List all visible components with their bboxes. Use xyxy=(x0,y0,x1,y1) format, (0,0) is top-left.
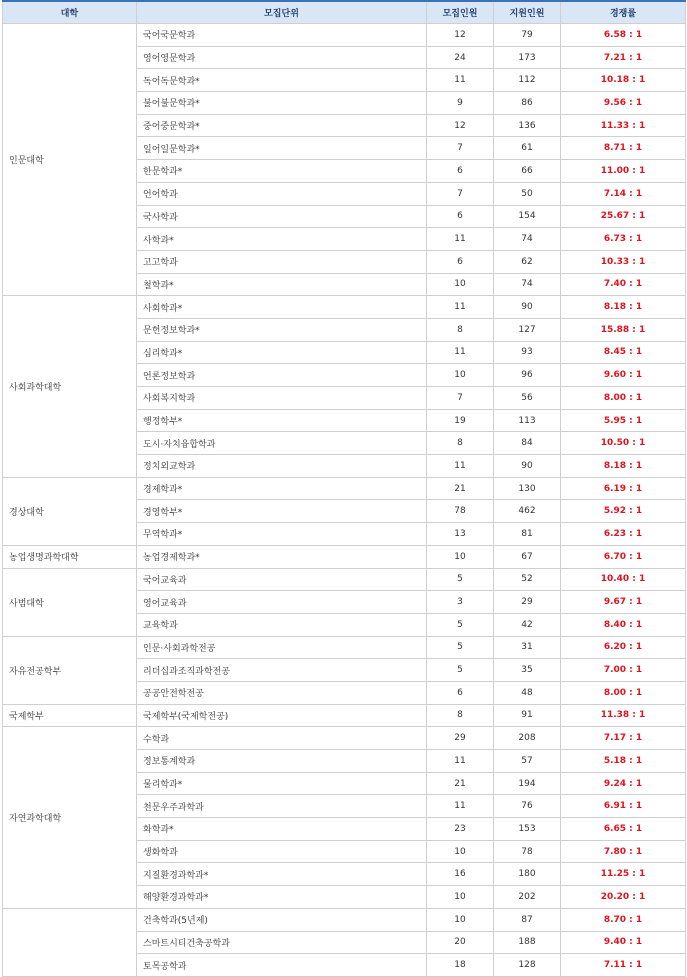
applicants-cell: 90 xyxy=(494,455,561,478)
applicants-cell: 57 xyxy=(494,750,561,773)
applicants-cell: 91 xyxy=(494,704,561,727)
rate-cell: 10.33 : 1 xyxy=(561,250,686,273)
department-cell: 일어일문학과* xyxy=(137,137,427,160)
applicants-cell: 66 xyxy=(494,160,561,183)
applicants-cell: 42 xyxy=(494,613,561,636)
applicants-cell: 62 xyxy=(494,250,561,273)
university-cell: 농업생명과학대학 xyxy=(3,545,137,568)
department-cell: 국제학부(국제학전공) xyxy=(137,704,427,727)
university-cell: 인문대학 xyxy=(3,24,137,296)
quota-cell: 11 xyxy=(427,795,494,818)
department-cell: 농업경제학과* xyxy=(137,545,427,568)
department-cell: 경영학부* xyxy=(137,500,427,523)
department-cell: 물리학과* xyxy=(137,772,427,795)
department-cell: 천문우주과학과 xyxy=(137,795,427,818)
quota-cell: 11 xyxy=(427,296,494,319)
department-cell: 독어독문학과* xyxy=(137,69,427,92)
rate-cell: 8.00 : 1 xyxy=(561,681,686,704)
rate-cell: 10.50 : 1 xyxy=(561,432,686,455)
rate-cell: 6.73 : 1 xyxy=(561,228,686,251)
department-cell: 영어교육과 xyxy=(137,591,427,614)
department-cell: 문헌정보학과* xyxy=(137,318,427,341)
department-cell: 사회학과* xyxy=(137,296,427,319)
rate-cell: 6.58 : 1 xyxy=(561,24,686,47)
applicants-cell: 462 xyxy=(494,500,561,523)
department-cell: 수학과 xyxy=(137,727,427,750)
applicants-cell: 29 xyxy=(494,591,561,614)
quota-cell: 3 xyxy=(427,591,494,614)
rate-cell: 11.00 : 1 xyxy=(561,160,686,183)
rate-cell: 8.18 : 1 xyxy=(561,296,686,319)
applicants-cell: 90 xyxy=(494,296,561,319)
quota-cell: 8 xyxy=(427,318,494,341)
rate-cell: 25.67 : 1 xyxy=(561,205,686,228)
header-quota: 모집인원 xyxy=(427,1,494,24)
rate-cell: 7.17 : 1 xyxy=(561,727,686,750)
header-rate: 경쟁률 xyxy=(561,1,686,24)
table-row xyxy=(3,704,686,727)
department-cell: 토목공학과 xyxy=(137,954,427,977)
university-cell: 자유전공학부 xyxy=(3,636,137,704)
rate-cell: 5.95 : 1 xyxy=(561,409,686,432)
rate-cell: 10.40 : 1 xyxy=(561,568,686,591)
quota-cell: 16 xyxy=(427,863,494,886)
quota-cell: 7 xyxy=(427,182,494,205)
department-cell: 국사학과 xyxy=(137,205,427,228)
university-cell: 국제학부 xyxy=(3,704,137,727)
department-cell: 정보통계학과 xyxy=(137,750,427,773)
table-body xyxy=(3,24,686,977)
table-row xyxy=(3,908,686,931)
rate-cell: 7.14 : 1 xyxy=(561,182,686,205)
department-cell: 교육학과 xyxy=(137,613,427,636)
department-cell: 국어교육과 xyxy=(137,568,427,591)
applicants-cell: 74 xyxy=(494,228,561,251)
quota-cell: 5 xyxy=(427,568,494,591)
applicants-cell: 84 xyxy=(494,432,561,455)
department-cell: 사회복지학과 xyxy=(137,387,427,410)
rate-cell: 6.23 : 1 xyxy=(561,523,686,546)
applicants-cell: 86 xyxy=(494,92,561,115)
table-row xyxy=(3,636,686,659)
quota-cell: 5 xyxy=(427,636,494,659)
table-row xyxy=(3,568,686,591)
rate-cell: 7.21 : 1 xyxy=(561,46,686,69)
quota-cell: 8 xyxy=(427,432,494,455)
rate-cell: 9.24 : 1 xyxy=(561,772,686,795)
department-cell: 철학과* xyxy=(137,273,427,296)
table-row xyxy=(3,477,686,500)
rate-cell: 7.40 : 1 xyxy=(561,273,686,296)
department-cell: 언어학과 xyxy=(137,182,427,205)
department-cell: 국어국문학과 xyxy=(137,24,427,47)
quota-cell: 11 xyxy=(427,228,494,251)
header-applicants: 지원인원 xyxy=(494,1,561,24)
university-cell xyxy=(3,908,137,976)
rate-cell: 7.11 : 1 xyxy=(561,954,686,977)
rate-cell: 8.70 : 1 xyxy=(561,908,686,931)
applicants-cell: 127 xyxy=(494,318,561,341)
university-cell: 자연과학대학 xyxy=(3,727,137,909)
quota-cell: 10 xyxy=(427,886,494,909)
rate-cell: 6.19 : 1 xyxy=(561,477,686,500)
department-cell: 불어불문학과* xyxy=(137,92,427,115)
applicants-cell: 136 xyxy=(494,114,561,137)
department-cell: 심리학과* xyxy=(137,341,427,364)
rate-cell: 8.45 : 1 xyxy=(561,341,686,364)
rate-cell: 6.70 : 1 xyxy=(561,545,686,568)
applicants-cell: 67 xyxy=(494,545,561,568)
department-cell: 공공안전학전공 xyxy=(137,681,427,704)
header-department: 모집단위 xyxy=(137,1,427,24)
department-cell: 도시·자치융합학과 xyxy=(137,432,427,455)
department-cell: 고고학과 xyxy=(137,250,427,273)
applicants-cell: 154 xyxy=(494,205,561,228)
department-cell: 생화학과 xyxy=(137,840,427,863)
rate-cell: 7.80 : 1 xyxy=(561,840,686,863)
applicants-cell: 173 xyxy=(494,46,561,69)
department-cell: 스마트시티건축공학과 xyxy=(137,931,427,954)
university-cell: 사회과학대학 xyxy=(3,296,137,478)
quota-cell: 6 xyxy=(427,205,494,228)
department-cell: 해양환경과학과* xyxy=(137,886,427,909)
rate-cell: 11.33 : 1 xyxy=(561,114,686,137)
department-cell: 정치외교학과 xyxy=(137,455,427,478)
applicants-cell: 96 xyxy=(494,364,561,387)
applicants-cell: 113 xyxy=(494,409,561,432)
quota-cell: 10 xyxy=(427,840,494,863)
competition-rate-table xyxy=(2,0,686,977)
quota-cell: 10 xyxy=(427,545,494,568)
rate-cell: 9.67 : 1 xyxy=(561,591,686,614)
quota-cell: 5 xyxy=(427,659,494,682)
applicants-cell: 31 xyxy=(494,636,561,659)
rate-cell: 8.40 : 1 xyxy=(561,613,686,636)
applicants-cell: 50 xyxy=(494,182,561,205)
applicants-cell: 194 xyxy=(494,772,561,795)
department-cell: 영어영문학과 xyxy=(137,46,427,69)
department-cell: 언론정보학과 xyxy=(137,364,427,387)
applicants-cell: 153 xyxy=(494,818,561,841)
rate-cell: 5.92 : 1 xyxy=(561,500,686,523)
rate-cell: 7.00 : 1 xyxy=(561,659,686,682)
table-row xyxy=(3,545,686,568)
quota-cell: 21 xyxy=(427,772,494,795)
rate-cell: 6.20 : 1 xyxy=(561,636,686,659)
header-university: 대학 xyxy=(3,1,137,24)
table-row xyxy=(3,296,686,319)
department-cell: 경제학과* xyxy=(137,477,427,500)
rate-cell: 6.91 : 1 xyxy=(561,795,686,818)
quota-cell: 78 xyxy=(427,500,494,523)
rate-cell: 11.38 : 1 xyxy=(561,704,686,727)
quota-cell: 19 xyxy=(427,409,494,432)
department-cell: 지질환경과학과* xyxy=(137,863,427,886)
quota-cell: 18 xyxy=(427,954,494,977)
rate-cell: 9.40 : 1 xyxy=(561,931,686,954)
rate-cell: 5.18 : 1 xyxy=(561,750,686,773)
department-cell: 리더십과조직과학전공 xyxy=(137,659,427,682)
quota-cell: 29 xyxy=(427,727,494,750)
quota-cell: 12 xyxy=(427,24,494,47)
quota-cell: 24 xyxy=(427,46,494,69)
department-cell: 화학과* xyxy=(137,818,427,841)
applicants-cell: 74 xyxy=(494,273,561,296)
rate-cell: 8.71 : 1 xyxy=(561,137,686,160)
quota-cell: 8 xyxy=(427,704,494,727)
table-row xyxy=(3,727,686,750)
quota-cell: 11 xyxy=(427,341,494,364)
rate-cell: 15.88 : 1 xyxy=(561,318,686,341)
quota-cell: 11 xyxy=(427,455,494,478)
department-cell: 무역학과* xyxy=(137,523,427,546)
applicants-cell: 180 xyxy=(494,863,561,886)
rate-cell: 8.18 : 1 xyxy=(561,455,686,478)
applicants-cell: 130 xyxy=(494,477,561,500)
department-cell: 한문학과* xyxy=(137,160,427,183)
university-cell: 경상대학 xyxy=(3,477,137,545)
rate-cell: 9.56 : 1 xyxy=(561,92,686,115)
applicants-cell: 208 xyxy=(494,727,561,750)
department-cell: 건축학과(5년제) xyxy=(137,908,427,931)
rate-cell: 8.00 : 1 xyxy=(561,387,686,410)
quota-cell: 10 xyxy=(427,908,494,931)
rate-cell: 6.65 : 1 xyxy=(561,818,686,841)
quota-cell: 6 xyxy=(427,160,494,183)
applicants-cell: 76 xyxy=(494,795,561,818)
quota-cell: 20 xyxy=(427,931,494,954)
applicants-cell: 56 xyxy=(494,387,561,410)
department-cell: 행정학부* xyxy=(137,409,427,432)
applicants-cell: 79 xyxy=(494,24,561,47)
applicants-cell: 81 xyxy=(494,523,561,546)
department-cell: 인문·사회과학전공 xyxy=(137,636,427,659)
quota-cell: 23 xyxy=(427,818,494,841)
department-cell: 사학과* xyxy=(137,228,427,251)
quota-cell: 6 xyxy=(427,250,494,273)
applicants-cell: 87 xyxy=(494,908,561,931)
header-row xyxy=(3,1,686,24)
quota-cell: 10 xyxy=(427,273,494,296)
applicants-cell: 202 xyxy=(494,886,561,909)
applicants-cell: 112 xyxy=(494,69,561,92)
applicants-cell: 188 xyxy=(494,931,561,954)
applicants-cell: 78 xyxy=(494,840,561,863)
rate-cell: 9.60 : 1 xyxy=(561,364,686,387)
applicants-cell: 48 xyxy=(494,681,561,704)
quota-cell: 13 xyxy=(427,523,494,546)
quota-cell: 6 xyxy=(427,681,494,704)
quota-cell: 10 xyxy=(427,364,494,387)
quota-cell: 7 xyxy=(427,387,494,410)
applicants-cell: 128 xyxy=(494,954,561,977)
quota-cell: 12 xyxy=(427,114,494,137)
rate-cell: 11.25 : 1 xyxy=(561,863,686,886)
quota-cell: 9 xyxy=(427,92,494,115)
department-cell: 중어중문학과* xyxy=(137,114,427,137)
university-cell: 사범대학 xyxy=(3,568,137,636)
quota-cell: 7 xyxy=(427,137,494,160)
applicants-cell: 52 xyxy=(494,568,561,591)
applicants-cell: 35 xyxy=(494,659,561,682)
quota-cell: 21 xyxy=(427,477,494,500)
applicants-cell: 93 xyxy=(494,341,561,364)
quota-cell: 11 xyxy=(427,69,494,92)
table-row xyxy=(3,24,686,47)
quota-cell: 5 xyxy=(427,613,494,636)
quota-cell: 11 xyxy=(427,750,494,773)
rate-cell: 10.18 : 1 xyxy=(561,69,686,92)
rate-cell: 20.20 : 1 xyxy=(561,886,686,909)
applicants-cell: 61 xyxy=(494,137,561,160)
